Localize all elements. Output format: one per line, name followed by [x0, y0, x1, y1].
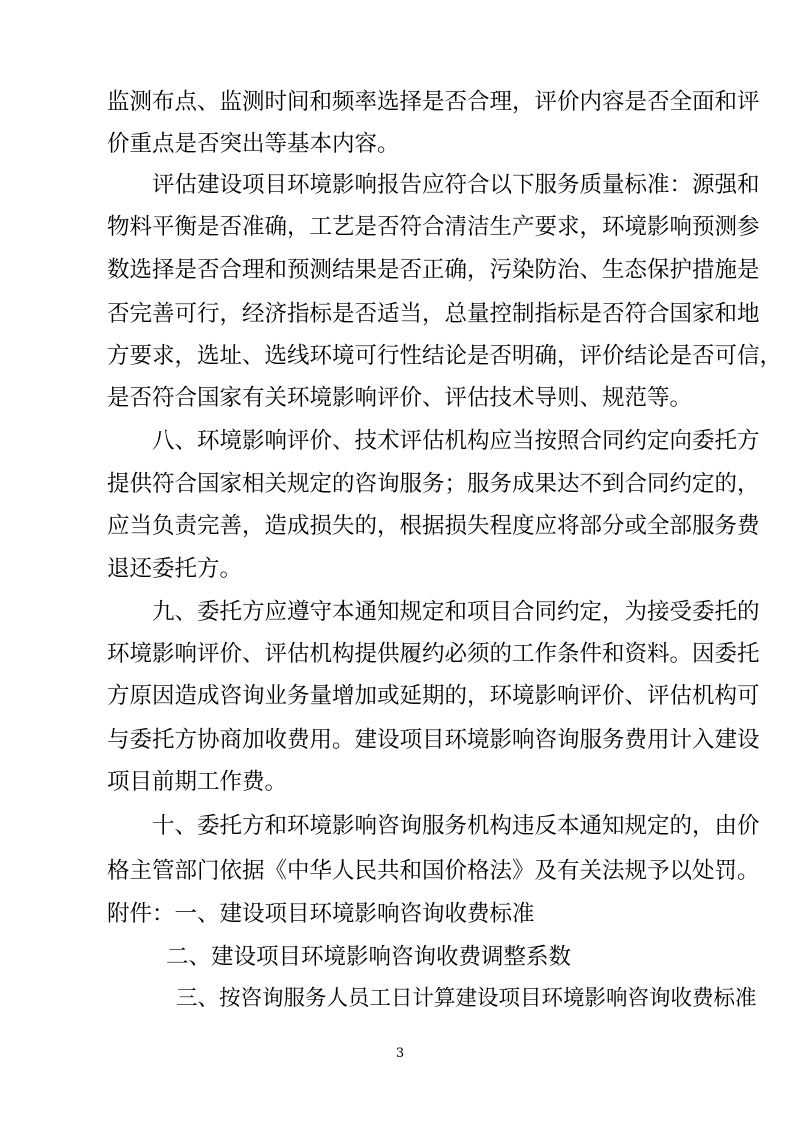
paragraph-line: 退还委托方。 — [107, 556, 243, 583]
page-number: 3 — [395, 1046, 405, 1061]
paragraph-line: 十、委托方和环境影响咨询服务机构违反本通知规定的，由价 — [152, 813, 760, 840]
paragraph-line: 九、委托方应遵守本通知规定和项目合同约定，为接受委托的 — [152, 598, 760, 625]
paragraph-line: 否完善可行，经济指标是否适当，总量控制指标是否符合国家和地 — [107, 300, 760, 327]
paragraph-line: 监测布点、监测时间和频率选择是否合理，评价内容是否全面和评 — [107, 89, 760, 116]
paragraph-line: 是否符合国家有关环境影响评价、评估技术导则、规范等。 — [107, 385, 693, 412]
paragraph-line: 方要求，选址、选线环境可行性结论是否明确，评价结论是否可信， — [107, 343, 783, 370]
paragraph-line: 八、环境影响评价、技术评估机构应当按照合同约定向委托方 — [152, 427, 760, 454]
paragraph-line: 格主管部门依据《中华人民共和国价格法》及有关法规予以处罚。 — [107, 858, 760, 885]
paragraph-line: 应当负责完善，造成损失的，根据损失程度应将部分或全部服务费 — [107, 513, 760, 540]
attachment-label-line: 附件：一、建设项目环境影响咨询收费标准 — [107, 901, 535, 928]
paragraph-line: 评估建设项目环境影响报告应符合以下服务质量标准：源强和 — [152, 171, 760, 198]
paragraph-line: 价重点是否突出等基本内容。 — [107, 131, 400, 158]
attachment-item-2: 二、建设项目环境影响咨询收费调整系数 — [166, 943, 572, 970]
paragraph-line: 与委托方协商加收费用。建设项目环境影响咨询服务费用计入建设 — [107, 726, 760, 753]
paragraph-line: 项目前期工作费。 — [107, 769, 288, 795]
attachment-item-3: 三、按咨询服务人员工日计算建设项目环境影响咨询收费标准 — [176, 986, 757, 1012]
paragraph-line: 方原因造成咨询业务量增加或延期的，环境影响评价、评估机构可 — [107, 683, 760, 710]
paragraph-line: 物料平衡是否准确，工艺是否符合清洁生产要求，环境影响预测参 — [107, 214, 760, 241]
paragraph-line: 环境影响评价、评估机构提供履约必须的工作条件和资料。因委托 — [107, 641, 760, 668]
paragraph-line: 提供符合国家相关规定的咨询服务；服务成果达不到合同约定的， — [107, 470, 760, 497]
paragraph-line: 数选择是否合理和预测结果是否正确，污染防治、生态保护措施是 — [107, 257, 760, 284]
